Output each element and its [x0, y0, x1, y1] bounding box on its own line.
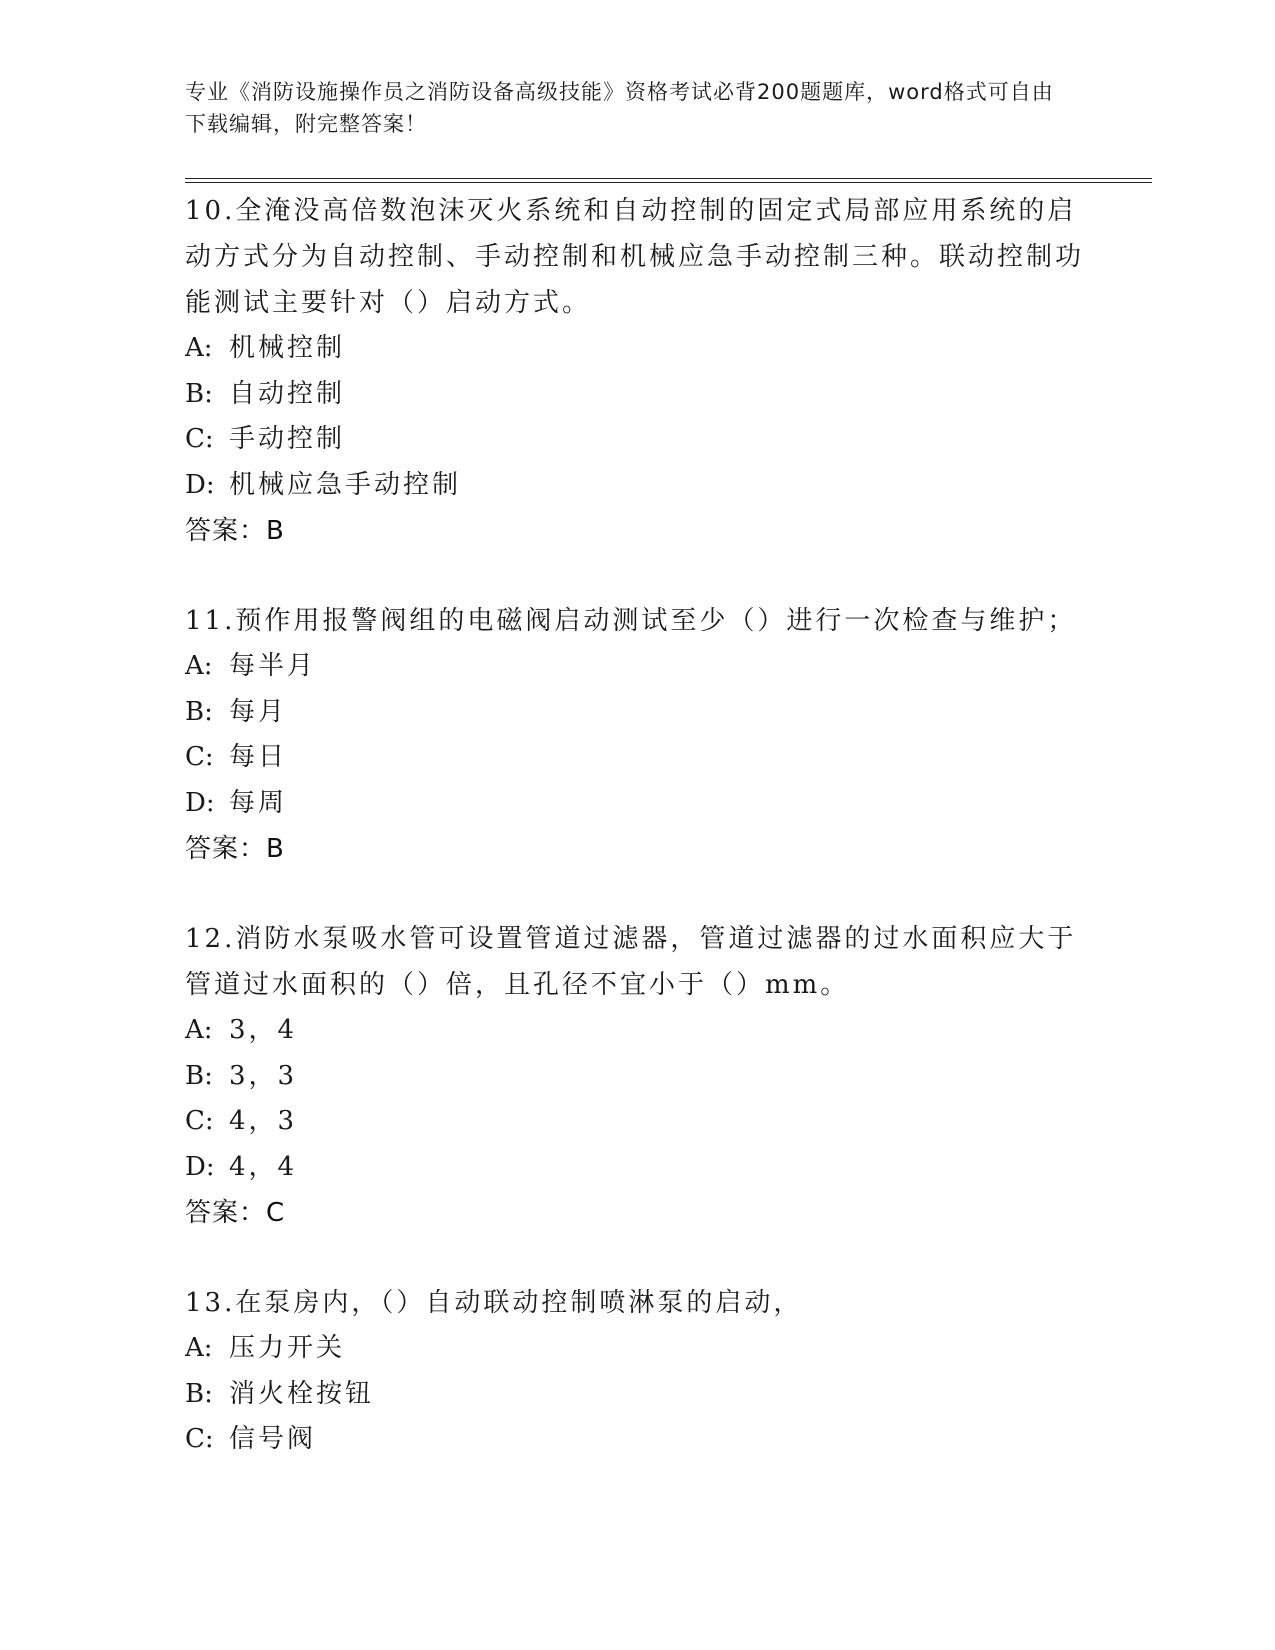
option-text: 消火栓按钮 [229, 1378, 375, 1409]
question-text: 12.消防水泵吸水管可设置管道过滤器，管道过滤器的过水面积应大于管道过水面积的（）倍，且孔径不宜小于（）mm。 [185, 924, 1077, 1000]
option-letter: A: [185, 651, 213, 681]
option-a [185, 1008, 1085, 1054]
answer-line: 答案：C [185, 1198, 286, 1228]
header-divider-top [185, 178, 1152, 179]
option-text: 每日 [229, 742, 288, 772]
option-text: 每月 [229, 696, 288, 727]
option-text: 每半月 [229, 651, 317, 681]
option-letter: B: [185, 1060, 213, 1091]
option-d [185, 463, 1085, 509]
option-a [185, 1326, 1085, 1372]
answer-line: 答案：B [185, 834, 285, 864]
option-text: 手动控制 [229, 424, 346, 454]
option-c [185, 417, 1085, 463]
option-d [185, 781, 1085, 827]
option-b [185, 1372, 1085, 1418]
option-letter: C: [185, 424, 214, 454]
option-letter: C: [185, 742, 214, 772]
question-list [185, 188, 1085, 1463]
option-letter: C: [185, 1106, 214, 1136]
option-c [185, 735, 1085, 781]
option-text: 4，3 [229, 1106, 298, 1136]
answer-line: 答案：B [185, 516, 285, 546]
question-spacer [185, 1236, 1085, 1280]
header-divider-bottom [185, 182, 1152, 183]
option-text: 自动控制 [229, 378, 346, 409]
option-text: 3，4 [229, 1015, 298, 1045]
question-spacer [185, 554, 1085, 598]
option-c [185, 1099, 1085, 1145]
option-letter: A: [185, 1333, 213, 1363]
question-spacer [185, 872, 1085, 916]
document-intro: 专业《消防设施操作员之消防设备高级技能》资格考试必背200题题库，word格式可自由下载编辑，附完整答案！ [185, 80, 1054, 136]
option-a [185, 326, 1085, 372]
option-b [185, 372, 1085, 418]
option-text: 4，4 [229, 1151, 298, 1182]
question-text: 11.预作用报警阀组的电磁阀启动测试至少（）进行一次检查与维护； [185, 606, 1077, 636]
option-text: 3，3 [229, 1060, 298, 1091]
option-letter: D: [185, 787, 215, 818]
option-letter: A: [185, 333, 213, 363]
option-text: 每周 [229, 787, 288, 818]
question-11 [185, 598, 1085, 872]
option-text: 信号阀 [229, 1424, 317, 1454]
option-letter: D: [185, 469, 215, 500]
option-letter: A: [185, 1015, 213, 1045]
option-text: 机械应急手动控制 [229, 469, 462, 500]
option-a [185, 644, 1085, 690]
option-b [185, 1054, 1085, 1100]
option-letter: D: [185, 1151, 215, 1182]
option-text: 压力开关 [229, 1333, 346, 1363]
option-letter: B: [185, 1378, 213, 1409]
question-13 [185, 1280, 1085, 1463]
question-10 [185, 188, 1085, 554]
question-text: 10.全淹没高倍数泡沫灭火系统和自动控制的固定式局部应用系统的启动方式分为自动控制、手动控制和机械应急手动控制三种。联动控制功能测试主要针对（）启动方式。 [185, 196, 1085, 318]
option-letter: C: [185, 1424, 214, 1454]
question-text: 13.在泵房内，（）自动联动控制喷淋泵的启动， [185, 1288, 803, 1318]
option-c [185, 1417, 1085, 1463]
option-d [185, 1145, 1085, 1191]
question-12 [185, 916, 1085, 1236]
option-text: 机械控制 [229, 333, 346, 363]
option-b [185, 690, 1085, 736]
option-letter: B: [185, 696, 213, 727]
option-letter: B: [185, 378, 213, 409]
